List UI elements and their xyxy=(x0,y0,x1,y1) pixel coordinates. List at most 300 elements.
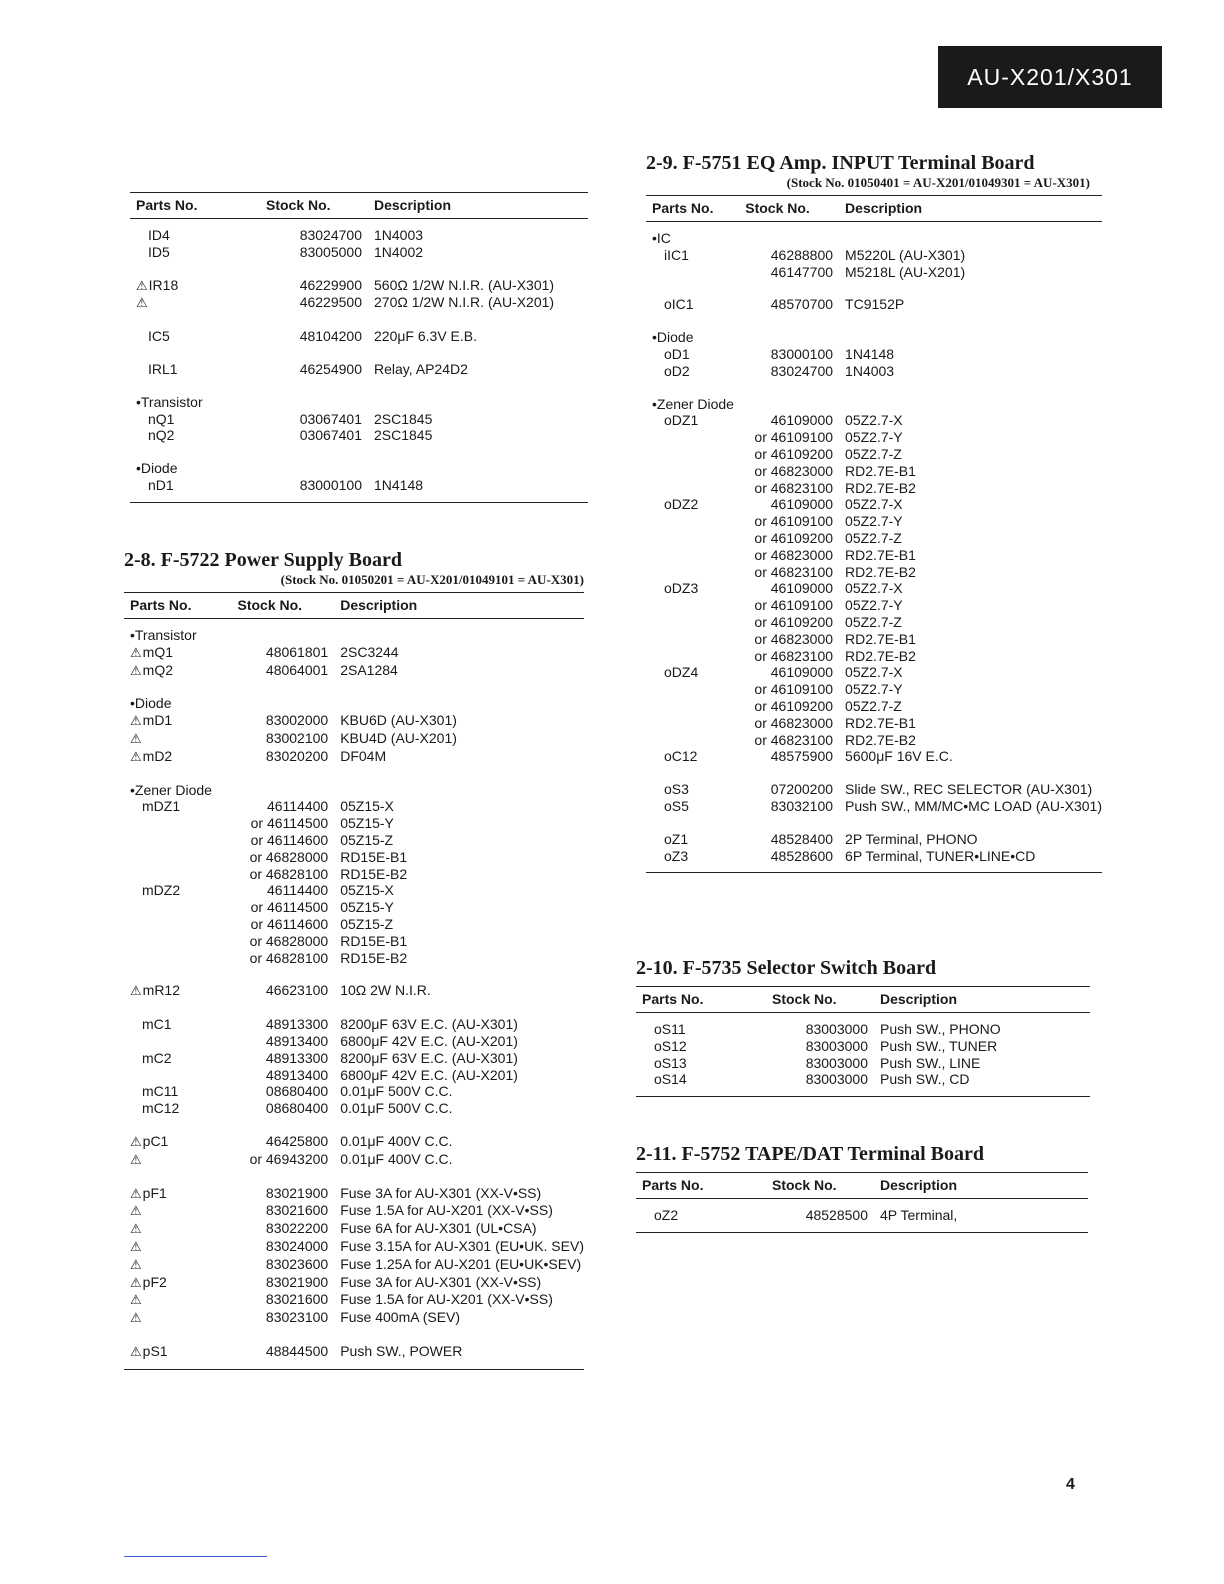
row-spacer xyxy=(646,815,1102,831)
section-2-10 xyxy=(636,956,1090,1097)
description: 10Ω 2W N.I.R. xyxy=(340,982,431,999)
description: 05Z2.7-Z xyxy=(845,529,902,546)
description: 05Z2.7-Y xyxy=(845,681,903,698)
part-number-cell xyxy=(130,244,260,261)
part-number: oS13 xyxy=(654,1054,687,1071)
table-row xyxy=(124,1343,584,1369)
table-row xyxy=(646,631,1102,648)
table-row xyxy=(646,496,1102,513)
row-spacer xyxy=(130,312,588,328)
table-row xyxy=(124,1238,584,1256)
stock-number: 46109000 xyxy=(770,496,834,513)
parts-table-2-9 xyxy=(646,195,1102,873)
table-row xyxy=(646,748,1102,765)
table-row xyxy=(646,296,1102,313)
part-number-cell xyxy=(646,480,739,497)
table-row xyxy=(124,982,584,1000)
description: RD15E-B2 xyxy=(340,865,408,882)
category-row xyxy=(130,460,588,477)
part-number-cell xyxy=(124,1291,231,1309)
part-number-cell xyxy=(646,264,739,281)
scan-artifact-line xyxy=(124,1556,267,1557)
table-row xyxy=(124,1309,584,1327)
description: 05Z2.7-X xyxy=(845,496,903,513)
part-number-cell xyxy=(646,848,739,873)
description: 8200μF 63V E.C. (AU-X301) xyxy=(340,1049,518,1066)
table-row xyxy=(124,933,584,950)
section-title: 2-8. F-5722 Power Supply Board xyxy=(124,549,402,571)
description: Push SW., PHONO xyxy=(880,1021,1001,1037)
table-row xyxy=(646,564,1102,581)
stock-number: or 46109100 xyxy=(754,597,834,614)
description: 2SC1845 xyxy=(374,410,433,427)
stock-number: 83021600 xyxy=(265,1291,329,1308)
stock-number: 07200200 xyxy=(770,781,834,798)
description: RD15E-B1 xyxy=(340,848,408,865)
description: RD2.7E-B2 xyxy=(845,563,916,580)
table-row xyxy=(130,328,588,345)
part-number-cell xyxy=(646,597,739,614)
page-number: 4 xyxy=(1066,1476,1075,1493)
description: 05Z15-Y xyxy=(340,899,394,916)
parts-table-2-11 xyxy=(636,1172,1088,1233)
part-number-cell xyxy=(646,363,739,380)
description: 8200μF 63V E.C. (AU-X301) xyxy=(340,1016,518,1033)
stock-number: 83003000 xyxy=(805,1021,868,1037)
description: Fuse 3.15A for AU-X301 (EU•UK. SEV) xyxy=(340,1237,584,1254)
description: Push SW., LINE xyxy=(880,1054,981,1071)
stock-number: or 46823000 xyxy=(754,546,834,563)
description: Push SW., CD xyxy=(874,1071,1090,1096)
table-row xyxy=(124,866,584,883)
section-2-9 xyxy=(646,151,1102,873)
table-row xyxy=(130,277,588,295)
safety-warning-icon: ⚠ xyxy=(130,1221,142,1237)
stock-number: 48528500 xyxy=(766,1199,874,1233)
col-description: Description xyxy=(874,1173,1088,1199)
table-row xyxy=(646,429,1102,446)
stock-number: or 46109200 xyxy=(754,529,834,546)
section-title: 2-10. F-5735 Selector Switch Board xyxy=(636,957,937,979)
section-title: 2-9. F-5751 EQ Amp. INPUT Terminal Board xyxy=(646,152,1035,174)
table-row xyxy=(130,427,588,444)
stock-number: or 46109100 xyxy=(754,429,834,446)
table-row xyxy=(124,1151,584,1169)
table-row xyxy=(124,1185,584,1203)
description: 05Z2.7-Y xyxy=(845,597,903,614)
stock-number: or 46823000 xyxy=(754,630,834,647)
stock-number: 46109000 xyxy=(770,412,834,429)
stock-number: or 46109100 xyxy=(754,681,834,698)
table-row xyxy=(124,1033,584,1050)
category-row xyxy=(124,619,584,644)
row-spacer xyxy=(124,966,584,982)
description: M5220L (AU-X301) xyxy=(845,246,966,263)
stock-number: 03067401 xyxy=(299,427,362,444)
description: 05Z15-X xyxy=(340,882,394,899)
part-number-cell xyxy=(646,446,739,463)
section-2-11 xyxy=(636,1142,1088,1233)
description: 2P Terminal, PHONO xyxy=(845,830,978,847)
table-row xyxy=(636,1013,1090,1038)
part-number-cell xyxy=(124,1050,231,1067)
description: RD2.7E-B2 xyxy=(845,731,916,748)
table-row xyxy=(124,1050,584,1067)
part-number: oDZ4 xyxy=(664,664,699,681)
part-number: oZ2 xyxy=(654,1207,679,1223)
part-number-cell xyxy=(646,346,739,363)
section-stock-note: (Stock No. 01050401 = AU-X201/01049301 = AU-X301) xyxy=(786,175,1090,190)
table-row xyxy=(646,412,1102,429)
description: M5218L (AU-X201) xyxy=(845,263,966,280)
part-number: pF1 xyxy=(142,1184,167,1201)
row-spacer xyxy=(124,679,584,695)
part-number: oZ3 xyxy=(664,847,689,864)
description: 0.01μF 400V C.C. xyxy=(340,1150,453,1167)
table-row xyxy=(646,781,1102,798)
table-row xyxy=(646,848,1102,873)
stock-number: 83024700 xyxy=(770,362,834,379)
description: RD2.7E-B1 xyxy=(845,462,916,479)
description: 1N4003 xyxy=(845,362,895,379)
stock-number: or 46114600 xyxy=(250,915,329,932)
part-number: nD1 xyxy=(148,476,174,493)
description: RD2.7E-B1 xyxy=(845,630,916,647)
table-row xyxy=(646,247,1102,264)
stock-number: 08680400 xyxy=(265,1083,329,1100)
part-number: IC5 xyxy=(148,328,170,345)
description: 2SC1845 xyxy=(374,427,433,444)
part-number-cell xyxy=(130,219,260,244)
part-number: oD2 xyxy=(664,362,690,379)
model-label: AU-X201/X301 xyxy=(967,63,1133,90)
part-number: pC1 xyxy=(142,1132,169,1149)
table-row xyxy=(636,1199,1088,1233)
stock-number: 48913300 xyxy=(265,1016,329,1033)
description: Fuse 1.5A for AU-X201 (XX-V•SS) xyxy=(340,1291,553,1308)
part-number-cell xyxy=(646,681,739,698)
description: 05Z2.7-Z xyxy=(845,613,902,630)
col-stock-no: Stock No. xyxy=(231,593,334,619)
safety-warning-icon: ⚠ xyxy=(130,1292,142,1308)
part-number: oIC1 xyxy=(664,296,694,313)
stock-number: 46229500 xyxy=(299,294,362,311)
part-number-cell xyxy=(130,277,260,295)
table-row xyxy=(124,1133,584,1151)
table-row xyxy=(124,815,584,832)
safety-warning-icon: ⚠ xyxy=(136,295,148,311)
table-row xyxy=(636,1038,1090,1055)
table-row xyxy=(646,648,1102,665)
table-row xyxy=(124,662,584,680)
part-number-cell xyxy=(124,815,231,832)
table-row xyxy=(646,513,1102,530)
description: 6800μF 42V E.C. (AU-X201) xyxy=(340,1032,518,1049)
description: 5600μF 16V E.C. xyxy=(845,748,953,765)
stock-number: or 46828000 xyxy=(249,932,329,949)
part-number: mC1 xyxy=(142,1016,172,1033)
part-number: nQ2 xyxy=(148,427,175,444)
description: RD2.7E-B1 xyxy=(845,714,916,731)
stock-number: 83003000 xyxy=(766,1071,874,1096)
part-number-cell xyxy=(646,530,739,547)
part-number: pF2 xyxy=(142,1273,167,1290)
table-row xyxy=(124,712,584,730)
description: 0.01μF 500V C.C. xyxy=(340,1083,453,1100)
part-number-cell xyxy=(646,698,739,715)
part-number-cell xyxy=(124,882,231,899)
stock-number: or 46823000 xyxy=(754,714,834,731)
row-spacer xyxy=(124,766,584,782)
table-row xyxy=(124,1256,584,1274)
description: Push SW., TUNER xyxy=(880,1037,998,1054)
table-row xyxy=(124,832,584,849)
part-number-cell xyxy=(124,1100,231,1117)
part-number-cell xyxy=(646,715,739,732)
part-number-cell xyxy=(636,1199,766,1233)
safety-warning-icon: ⚠ xyxy=(130,662,142,678)
part-number: oD1 xyxy=(664,345,690,362)
stock-number: or 46823000 xyxy=(754,462,834,479)
part-number: nQ1 xyxy=(148,410,175,427)
stock-number: 48844500 xyxy=(231,1343,334,1369)
safety-warning-icon: ⚠ xyxy=(130,748,142,764)
part-number-cell xyxy=(646,781,739,798)
row-spacer xyxy=(124,1000,584,1016)
description: Fuse 400mA (SEV) xyxy=(340,1309,461,1326)
safety-warning-icon: ⚠ xyxy=(130,1256,142,1272)
part-number-cell xyxy=(646,798,739,815)
stock-number: 48570700 xyxy=(770,296,834,313)
stock-number: 83003000 xyxy=(805,1037,868,1054)
part-number: oS11 xyxy=(654,1021,686,1037)
stock-number: or 46109100 xyxy=(754,513,834,530)
part-number-cell xyxy=(130,294,260,312)
row-spacer xyxy=(646,380,1102,396)
stock-number: 83024000 xyxy=(265,1237,329,1254)
stock-number: 83021900 xyxy=(265,1184,329,1201)
part-number-cell xyxy=(124,866,231,883)
table-row xyxy=(124,1202,584,1220)
table-row xyxy=(130,477,588,502)
part-number: mR12 xyxy=(142,982,181,999)
part-number-cell xyxy=(124,1133,231,1151)
part-number-cell xyxy=(130,328,260,345)
part-number: oS5 xyxy=(664,797,689,814)
part-number-cell xyxy=(124,1274,231,1292)
stock-number: 83005000 xyxy=(299,243,362,260)
description: 05Z2.7-X xyxy=(845,580,903,597)
part-number: ID4 xyxy=(148,227,170,243)
part-number-cell xyxy=(124,644,231,662)
part-number-cell xyxy=(130,361,260,378)
description: 05Z2.7-Z xyxy=(845,697,902,714)
row-spacer xyxy=(124,1117,584,1133)
table-row xyxy=(646,698,1102,715)
table-row xyxy=(130,411,588,428)
part-number-cell xyxy=(124,1309,231,1327)
table-row xyxy=(124,1220,584,1238)
safety-warning-icon: ⚠ xyxy=(130,1185,142,1201)
stock-number: 83032100 xyxy=(770,797,834,814)
description: KBU4D (AU-X201) xyxy=(340,729,457,746)
col-parts-no: Parts No. xyxy=(636,987,766,1013)
description: TC9152P xyxy=(845,296,905,313)
part-number-cell xyxy=(124,1220,231,1238)
safety-warning-icon: ⚠ xyxy=(130,1343,142,1359)
col-parts-no: Parts No. xyxy=(646,196,739,222)
stock-number: 83000100 xyxy=(260,477,368,502)
table-row xyxy=(646,831,1102,848)
table-row xyxy=(646,798,1102,815)
stock-number: 48913300 xyxy=(265,1049,329,1066)
table-row xyxy=(124,798,584,815)
description: 0.01μF 500V C.C. xyxy=(340,1100,453,1117)
description: 1N4003 xyxy=(374,227,424,243)
col-description: Description xyxy=(874,987,1090,1013)
row-spacer xyxy=(130,444,588,460)
category-label: •Transistor xyxy=(136,393,203,410)
description: 270Ω 1/2W N.I.R. (AU-X201) xyxy=(374,294,555,311)
table-row xyxy=(130,219,588,244)
stock-number: 83000100 xyxy=(770,345,834,362)
part-number-cell xyxy=(646,631,739,648)
description: 4P Terminal, xyxy=(874,1199,1088,1233)
table-row xyxy=(646,463,1102,480)
table-row xyxy=(646,664,1102,681)
safety-warning-icon: ⚠ xyxy=(130,730,142,746)
part-number-cell xyxy=(646,296,739,313)
table-row xyxy=(646,614,1102,631)
part-number: oDZ2 xyxy=(664,496,699,513)
description: 05Z15-X xyxy=(340,798,394,815)
stock-number: 83003000 xyxy=(805,1054,868,1071)
section-stock-note: (Stock No. 01050201 = AU-X201/01049101 = AU-X301) xyxy=(280,572,584,587)
safety-warning-icon: ⚠ xyxy=(130,983,142,999)
stock-number: 46114400 xyxy=(266,798,329,815)
part-number: mQ1 xyxy=(142,643,173,660)
stock-number: or 46823100 xyxy=(754,647,834,664)
table-row xyxy=(636,1071,1090,1096)
part-number: mC2 xyxy=(142,1049,172,1066)
part-number-cell xyxy=(124,1067,231,1084)
description: 05Z2.7-Y xyxy=(845,513,903,530)
stock-number: 48104200 xyxy=(299,328,362,345)
stock-number: 83002000 xyxy=(265,712,329,729)
table-row xyxy=(124,1100,584,1117)
stock-number: 46254900 xyxy=(299,360,362,377)
model-badge xyxy=(938,46,1162,108)
row-spacer xyxy=(130,261,588,277)
safety-warning-icon: ⚠ xyxy=(130,1133,142,1149)
safety-warning-icon: ⚠ xyxy=(130,1151,142,1167)
stock-number: 83021900 xyxy=(265,1273,329,1290)
stock-number: 48913400 xyxy=(265,1032,329,1049)
row-spacer xyxy=(124,1169,584,1185)
stock-number: 83021600 xyxy=(265,1202,329,1219)
description: Fuse 1.5A for AU-X201 (XX-V•SS) xyxy=(340,1202,553,1219)
part-number-cell xyxy=(124,1185,231,1203)
row-spacer xyxy=(646,765,1102,781)
description: 1N4148 xyxy=(368,477,588,502)
description: 05Z2.7-Y xyxy=(845,429,903,446)
table-row xyxy=(646,732,1102,749)
part-number: oZ1 xyxy=(664,830,689,847)
description: 05Z15-Z xyxy=(340,831,394,848)
stock-number: or 46109200 xyxy=(754,697,834,714)
safety-warning-icon: ⚠ xyxy=(130,1203,142,1219)
category-label: •IC xyxy=(652,230,671,246)
part-number: mDZ1 xyxy=(142,798,181,815)
part-number: oS14 xyxy=(654,1071,687,1088)
category-row xyxy=(124,695,584,712)
col-parts-no: Parts No. xyxy=(636,1173,766,1199)
stock-number: 48575900 xyxy=(770,748,834,765)
part-number: iIC1 xyxy=(664,246,689,263)
section-2-8 xyxy=(124,548,584,1370)
stock-number: or 46109200 xyxy=(754,613,834,630)
part-number-cell xyxy=(646,547,739,564)
category-label: •Zener Diode xyxy=(652,395,734,412)
stock-number: or 46943200 xyxy=(249,1150,329,1167)
stock-number: 03067401 xyxy=(299,410,362,427)
part-number-cell xyxy=(646,614,739,631)
stock-number: 48061801 xyxy=(265,643,329,660)
stock-number: or 46114500 xyxy=(250,815,329,832)
description: Fuse 3A for AU-X301 (XX-V•SS) xyxy=(340,1184,542,1201)
col-stock-no: Stock No. xyxy=(766,987,874,1013)
part-number: mD2 xyxy=(142,747,173,764)
stock-number: 08680400 xyxy=(265,1100,329,1117)
table-row xyxy=(646,480,1102,497)
description: Push SW., MM/MC•MC LOAD (AU-X301) xyxy=(845,797,1102,814)
part-number-cell xyxy=(124,1238,231,1256)
table-row xyxy=(646,446,1102,463)
table-row xyxy=(646,530,1102,547)
part-number: oDZ1 xyxy=(664,412,699,429)
part-number-cell xyxy=(124,1256,231,1274)
stock-number: 46229900 xyxy=(299,276,362,293)
table-row xyxy=(646,346,1102,363)
table-row xyxy=(130,361,588,378)
stock-number: 46109000 xyxy=(770,664,834,681)
col-stock-no: Stock No. xyxy=(739,196,839,222)
stock-number: 46288800 xyxy=(770,246,834,263)
description: 05Z15-Z xyxy=(340,915,394,932)
part-number: mC12 xyxy=(142,1100,180,1117)
stock-number: 46425800 xyxy=(265,1132,329,1149)
description: RD2.7E-B2 xyxy=(845,647,916,664)
part-number-cell xyxy=(124,1016,231,1033)
part-number-cell xyxy=(646,496,739,513)
stock-number: 48528400 xyxy=(770,830,834,847)
stock-number: 46109000 xyxy=(770,580,834,597)
description: 1N4002 xyxy=(374,243,424,260)
stock-number: or 46114500 xyxy=(250,899,329,916)
part-number: oS3 xyxy=(664,781,689,798)
part-number: IRL1 xyxy=(148,360,178,377)
description: Slide SW., REC SELECTOR (AU-X301) xyxy=(845,781,1093,798)
table-row xyxy=(124,899,584,916)
description: Push SW., POWER xyxy=(334,1343,584,1369)
category-label: •Diode xyxy=(136,460,178,477)
col-description: Description xyxy=(368,193,588,219)
part-number-cell xyxy=(124,933,231,950)
part-number-cell xyxy=(124,1202,231,1220)
part-number-cell xyxy=(124,1151,231,1169)
safety-warning-icon: ⚠ xyxy=(130,644,142,660)
part-number-cell xyxy=(124,916,231,933)
